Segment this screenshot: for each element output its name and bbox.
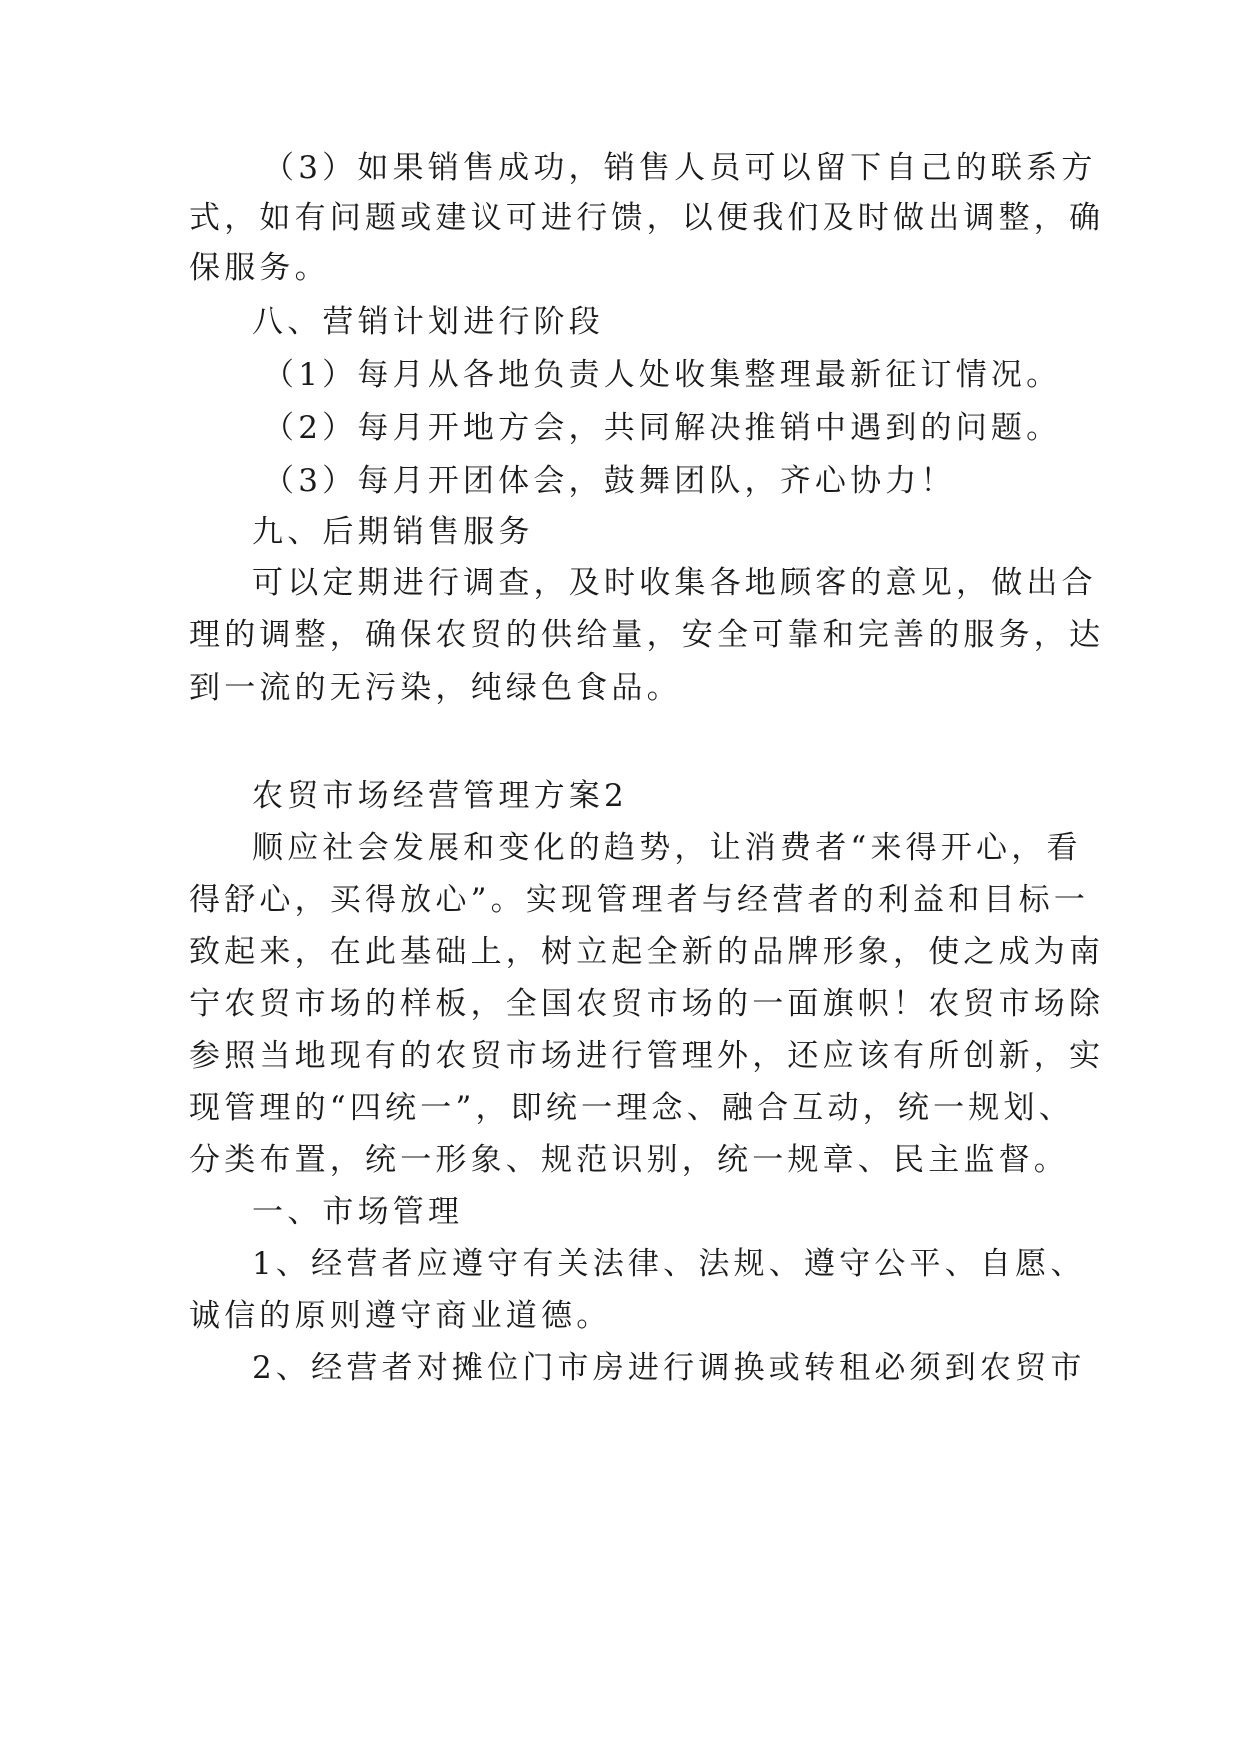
paragraph-line: 宁农贸市场的样板，全国农贸市场的一面旗帜！农贸市场除 xyxy=(189,986,1105,1022)
section-heading: 八、营销计划进行阶段 xyxy=(252,304,604,340)
list-item: （3）每月开团体会，鼓舞团队，齐心协力！ xyxy=(263,463,956,499)
list-item: （2）每月开地方会，共同解决推销中遇到的问题。 xyxy=(263,410,1062,446)
paragraph-line: 2、经营者对摊位门市房进行调换或转租必须到农贸市 xyxy=(252,1350,1086,1386)
paragraph-line: 得舒心，买得放心”。实现管理者与经营者的利益和目标一 xyxy=(189,882,1090,918)
paragraph-line: （3）如果销售成功，销售人员可以留下自己的联系方 xyxy=(263,150,1097,186)
paragraph-line: 参照当地现有的农贸市场进行管理外，还应该有所创新，实 xyxy=(189,1038,1105,1074)
paragraph-line: 式，如有问题或建议可进行馈，以便我们及时做出调整，确 xyxy=(189,200,1105,236)
paragraph-line: 1、经营者应遵守有关法律、法规、遵守公平、自愿、 xyxy=(252,1246,1086,1282)
paragraph-line: 保服务。 xyxy=(189,250,330,286)
document-title: 农贸市场经营管理方案2 xyxy=(252,778,628,814)
section-heading: 九、后期销售服务 xyxy=(252,514,534,550)
paragraph-line: 顺应社会发展和变化的趋势，让消费者“来得开心，看 xyxy=(252,830,1082,866)
paragraph-line: 分类布置，统一形象、规范识别，统一规章、民主监督。 xyxy=(189,1142,1069,1178)
paragraph-line: 致起来，在此基础上，树立起全新的品牌形象，使之成为南 xyxy=(189,934,1105,970)
paragraph-line: 到一流的无污染，纯绿色食品。 xyxy=(189,670,682,706)
paragraph-line: 现管理的“四统一”，即统一理念、融合互动，统一规划、 xyxy=(189,1090,1074,1126)
paragraph-line: 诚信的原则遵守商业道德。 xyxy=(189,1298,612,1334)
paragraph-line: 理的调整，确保农贸的供给量，安全可靠和完善的服务，达 xyxy=(189,617,1105,653)
list-item: （1）每月从各地负责人处收集整理最新征订情况。 xyxy=(263,357,1062,393)
section-heading: 一、市场管理 xyxy=(252,1194,464,1230)
paragraph-line: 可以定期进行调查，及时收集各地顾客的意见，做出合 xyxy=(252,565,1097,601)
